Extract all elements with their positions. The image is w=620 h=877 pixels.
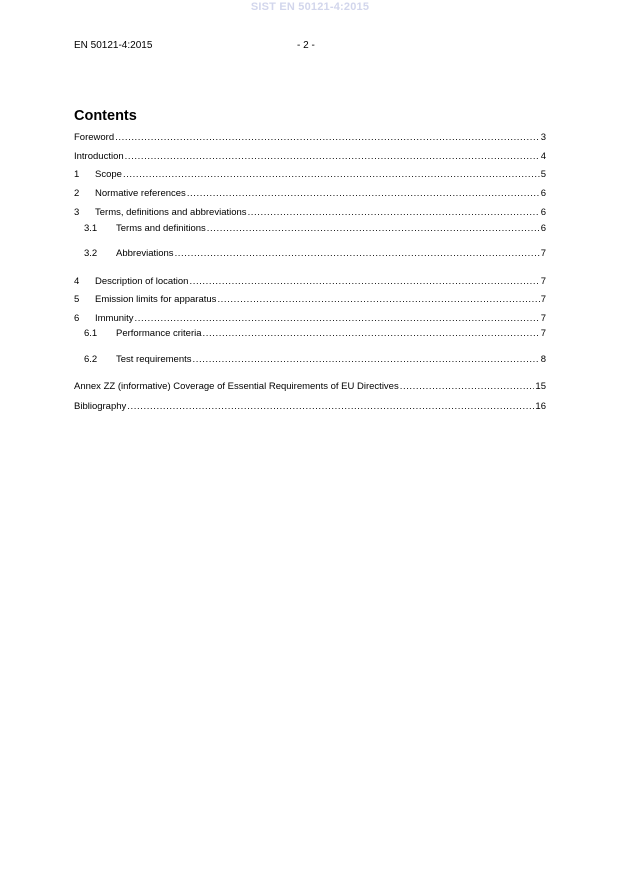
toc-dot-leader <box>127 401 534 413</box>
toc-dot-leader <box>175 248 540 260</box>
toc-dot-leader <box>189 276 539 288</box>
toc-dot-leader <box>187 188 540 200</box>
toc-entry-label: Foreword <box>74 132 115 143</box>
toc-entry-introduction[interactable] <box>74 151 546 163</box>
page-number: - 2 - <box>297 40 315 51</box>
toc-dot-leader <box>125 151 540 163</box>
contents-title: Contents <box>74 108 137 124</box>
toc-entry-description-of-location[interactable] <box>74 276 546 288</box>
toc-entry-label: Immunity <box>95 313 134 324</box>
toc-entry-scope[interactable] <box>74 169 546 181</box>
toc-entry-label: Abbreviations <box>116 248 174 259</box>
toc-dot-leader <box>135 313 540 325</box>
toc-entry-page: 7 <box>540 294 546 305</box>
toc-entry-label: Performance criteria <box>116 328 202 339</box>
toc-entry-abbreviations[interactable] <box>84 248 546 260</box>
toc-entry-terms-and-definitions[interactable] <box>84 223 546 235</box>
toc-dot-leader <box>203 328 540 340</box>
toc-entry-annex-zz[interactable] <box>74 381 546 393</box>
toc-entry-performance-criteria[interactable] <box>84 328 546 340</box>
toc-entry-label: Scope <box>95 169 122 180</box>
toc-entry-page: 3 <box>540 132 546 143</box>
toc-entry-label: Annex ZZ (informative) Coverage of Essential Requirements of EU Directives <box>74 381 399 392</box>
toc-entry-number: 3 <box>74 207 80 218</box>
toc-entry-page: 5 <box>540 169 546 180</box>
toc-dot-leader <box>115 132 540 144</box>
toc-entry-page: 7 <box>540 276 546 287</box>
toc-entry-test-requirements[interactable] <box>84 354 546 366</box>
toc-entry-number: 3.1 <box>84 223 98 234</box>
toc-entry-number: 6.2 <box>84 354 98 365</box>
toc-entry-page: 16 <box>535 401 546 412</box>
toc-dot-leader <box>400 381 535 393</box>
watermark: SIST EN 50121-4:2015 <box>250 1 370 13</box>
toc-entry-label: Test requirements <box>116 354 192 365</box>
toc-entry-label: Terms, definitions and abbreviations <box>95 207 247 218</box>
toc-entry-page: 15 <box>535 381 546 392</box>
toc-entry-page: 6 <box>540 223 546 234</box>
toc-entry-page: 7 <box>540 313 546 324</box>
toc-entry-label: Terms and definitions <box>116 223 206 234</box>
toc-entry-page: 7 <box>540 248 546 259</box>
toc-entry-label: Emission limits for apparatus <box>95 294 217 305</box>
toc-entry-page: 4 <box>540 151 546 162</box>
toc-entry-number: 5 <box>74 294 80 305</box>
toc-entry-number: 4 <box>74 276 80 287</box>
toc-entry-immunity[interactable] <box>74 313 546 325</box>
toc-dot-leader <box>123 169 540 181</box>
toc-entry-number: 2 <box>74 188 80 199</box>
toc-entry-normative-references[interactable] <box>74 188 546 200</box>
toc-dot-leader <box>217 294 539 306</box>
toc-entry-foreword[interactable] <box>74 132 546 144</box>
toc-entry-page: 8 <box>540 354 546 365</box>
toc-entry-label: Normative references <box>95 188 186 199</box>
toc-entry-number: 3.2 <box>84 248 98 259</box>
toc-dot-leader <box>207 223 540 235</box>
toc-entry-label: Description of location <box>95 276 189 287</box>
toc-entry-number: 6 <box>74 313 80 324</box>
toc-entry-label: Introduction <box>74 151 124 162</box>
document-id: EN 50121-4:2015 <box>74 40 153 51</box>
toc-entry-page: 6 <box>540 188 546 199</box>
toc-dot-leader <box>248 207 540 219</box>
toc-entry-page: 6 <box>540 207 546 218</box>
toc-entry-number: 6.1 <box>84 328 98 339</box>
toc-entry-number: 1 <box>74 169 80 180</box>
toc-dot-leader <box>193 354 540 366</box>
toc-entry-bibliography[interactable] <box>74 401 546 413</box>
toc-entry-emission-limits[interactable] <box>74 294 546 306</box>
toc-entry-terms-definitions-abbreviations[interactable] <box>74 207 546 219</box>
toc-entry-label: Bibliography <box>74 401 127 412</box>
toc-entry-page: 7 <box>540 328 546 339</box>
